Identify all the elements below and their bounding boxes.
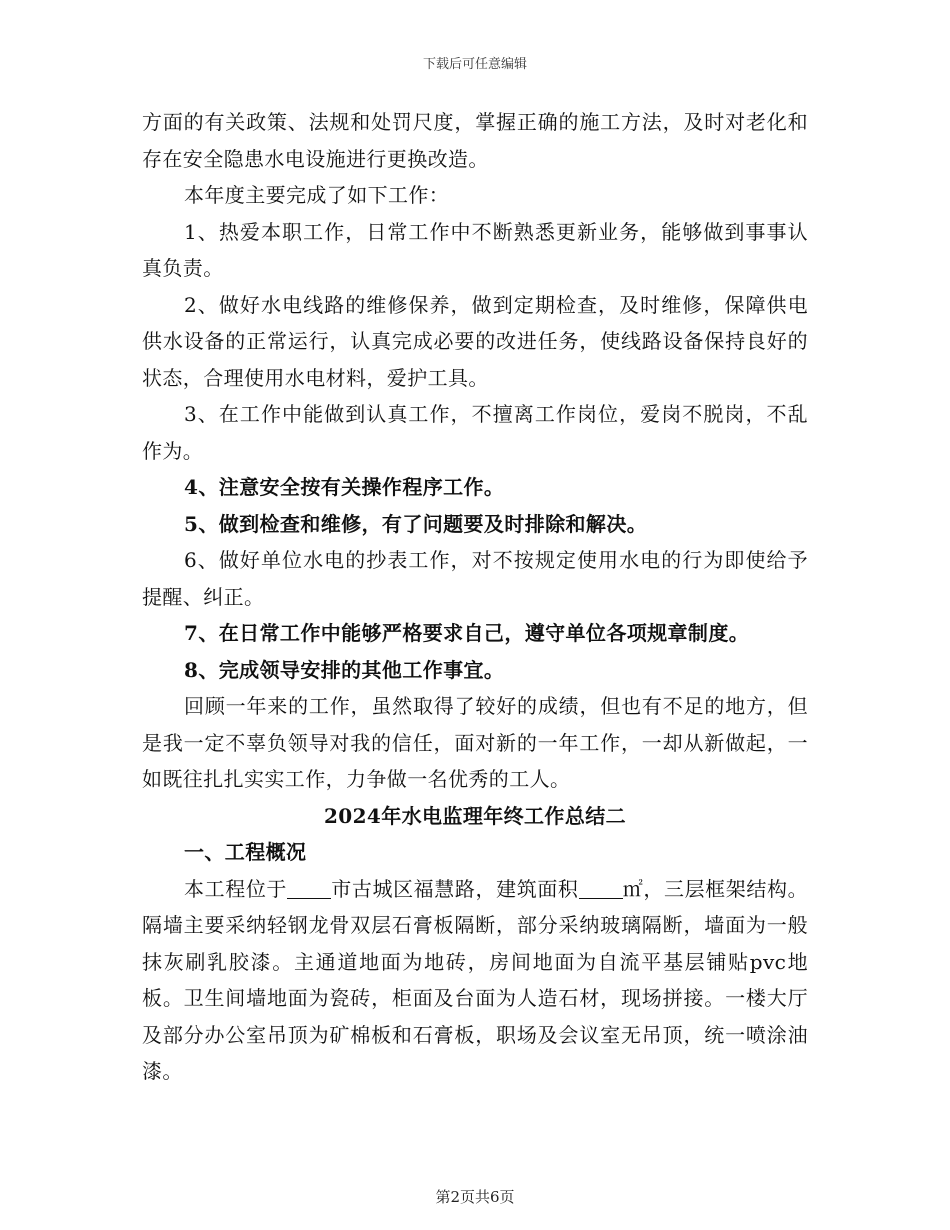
section-heading: 一、工程概况 — [184, 840, 307, 864]
document-body — [142, 104, 808, 1090]
section-title: 2024年水电监理年终工作总结二 — [323, 803, 627, 828]
list-item-6: 6、做好单位水电的抄表工作，对不按规定使用水电的行为即使给予提醒、纠正。 — [142, 548, 808, 609]
list-item-7: 7、在日常工作中能够严格要求自己，遵守单位各项规章制度。 — [184, 621, 750, 645]
overview-text-a: 本工程位于 — [184, 876, 288, 901]
paragraph-review: 回顾一年来的工作，虽然取得了较好的成绩，但也有不足的地方，但是我一定不辜负领导对我的信任，面对新的一年工作，一却从新做起，一如既往扎扎实实工作，力争做一名优秀的工人。 — [142, 694, 808, 791]
list-item-2: 2、做好水电线路的维修保养，做到定期检查，及时维修，保障供电供水设备的正常运行，认真完成必要的改进任务，使线路设备保持良好的状态，合理使用水电材料，爱护工具。 — [142, 292, 808, 390]
list-item-5: 5、做到检查和维修，有了问题要及时排除和解决。 — [184, 511, 648, 536]
overview-text-c: ㎡，三层框架结构。隔墙主要采纳轻钢龙骨双层石膏板隔断，部分采纳玻璃隔断，墙面为一般抹灰刷乳胶漆。主通道地面为地砖，房间地面为自流平基层铺贴pvc地板。卫生间墙地面为瓷砖，柜面及台面为人造石材，现场拼接。一楼大厅及部分办公室吊顶为矿棉板和石膏板，职场及会议室无吊顶，统一喷涂油漆。 — [142, 876, 809, 1083]
page-header: 下载后可任意编辑 — [422, 57, 527, 72]
list-item-1: 1、热爱本职工作，日常工作中不断熟悉更新业务，能够做到事事认真负责。 — [142, 219, 808, 280]
paragraph-intro: 本年度主要完成了如下工作： — [184, 183, 450, 207]
blank-area — [579, 878, 623, 899]
paragraph-project-overview — [142, 871, 808, 1090]
list-item-3: 3、在工作中能做到认真工作，不擅离工作岗位，爱岗不脱岗，不乱作为。 — [142, 402, 808, 463]
list-item-4: 4、注意安全按有关操作程序工作。 — [184, 475, 505, 499]
blank-city — [287, 878, 331, 899]
overview-text-b: 市古城区福慧路，建筑面积 — [331, 876, 579, 901]
list-item-8: 8、完成领导安排的其他工作事宜。 — [184, 657, 505, 682]
paragraph-continued: 方面的有关政策、法规和处罚尺度，掌握正确的施工方法，及时对老化和存在安全隐患水电设施进行更换改造。 — [142, 110, 808, 171]
page-footer: 第2页共6页 — [435, 1188, 515, 1206]
